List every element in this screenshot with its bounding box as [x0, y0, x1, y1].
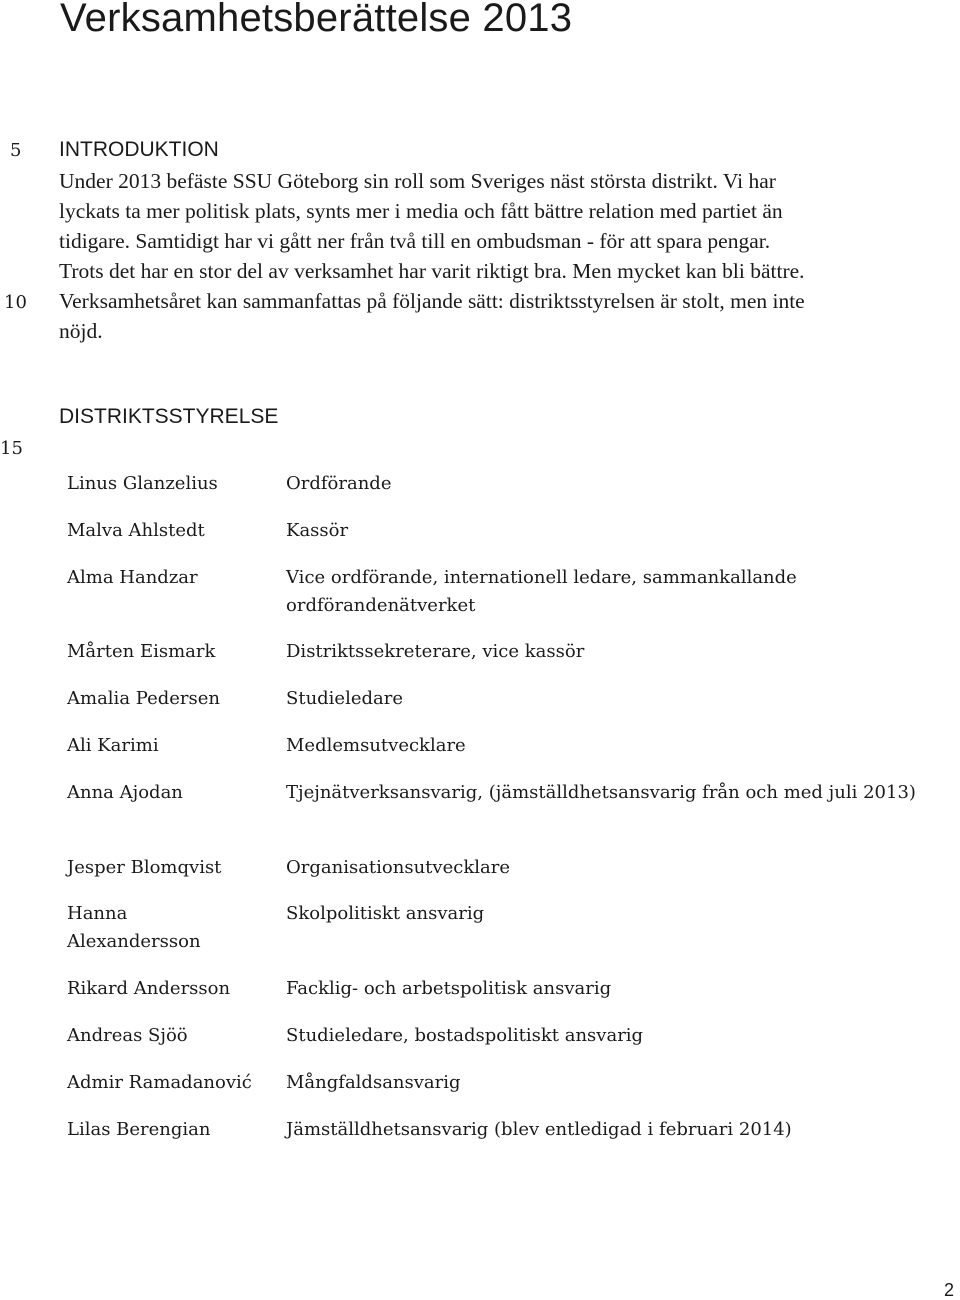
member-name: Jesper Blomqvist [67, 857, 222, 878]
member-name: Admir Ramadanović [67, 1072, 252, 1093]
intro-line: Under 2013 befäste SSU Göteborg sin roll som Sveriges näst största distrikt. Vi har [59, 169, 776, 193]
intro-paragraph [59, 166, 954, 346]
member-name-line: Hanna [67, 903, 128, 924]
member-role: Jämställdhetsansvarig (blev entledigad i februari 2014) [286, 1119, 792, 1140]
member-role: Ordförande [286, 473, 392, 494]
member-name: Rikard Andersson [67, 978, 231, 999]
member-name: Andreas Sjöö [67, 1025, 188, 1046]
intro-line: nöjd. [59, 319, 103, 343]
intro-line: Verksamhetsåret kan sammanfattas på följande sätt: distriktsstyrelsen är stolt, men inte [59, 289, 805, 313]
intro-heading: INTRODUKTION [59, 138, 219, 161]
page-title: Verksamhetsberättelse 2013 [60, 0, 573, 40]
member-role: Skolpolitiskt ansvarig [286, 903, 485, 924]
intro-line: lyckats ta mer politisk plats, synts mer i media och fått bättre relation med partiet än [59, 199, 783, 223]
member-name: Ali Karimi [67, 735, 159, 756]
member-name: Amalia Pedersen [67, 688, 220, 709]
intro-line: tidigare. Samtidigt har vi gått ner från två till en ombudsman - för att spara pengar. [59, 229, 771, 253]
page-number: 2 [943, 1280, 954, 1300]
member-role: Studieledare, bostadspolitiskt ansvarig [286, 1025, 644, 1046]
member-name: Malva Ahlstedt [67, 520, 205, 541]
member-role-line: Vice ordförande, internationell ledare, sammankallande [286, 567, 797, 588]
member-name [67, 900, 267, 956]
member-role: Kassör [286, 520, 349, 541]
line-number: 5 [10, 140, 22, 161]
member-role: Studieledare [286, 688, 404, 709]
member-name: Mårten Eismark [67, 641, 216, 662]
member-role: Medlemsutvecklare [286, 735, 466, 756]
member-role: Organisationsutvecklare [286, 857, 510, 878]
member-role [286, 564, 946, 620]
member-role: Mångfaldsansvarig [286, 1072, 461, 1093]
member-role-line: ordförandenätverket [286, 595, 476, 616]
member-name: Linus Glanzelius [67, 473, 218, 494]
member-role: Facklig- och arbetspolitisk ansvarig [286, 978, 612, 999]
member-role: Tjejnätverksansvarig, (jämställdhetsansvarig från och med juli 2013) [286, 782, 916, 803]
member-name: Anna Ajodan [67, 782, 183, 803]
line-number: 10 [4, 292, 27, 313]
board-heading: DISTRIKTSSTYRELSE [59, 405, 279, 428]
member-role: Distriktssekreterare, vice kassör [286, 641, 585, 662]
line-number: 15 [0, 438, 23, 459]
member-name-line: Alexandersson [67, 931, 201, 952]
member-name: Lilas Berengian [67, 1119, 211, 1140]
member-name: Alma Handzar [67, 567, 198, 588]
intro-line: Trots det har en stor del av verksamhet har varit riktigt bra. Men mycket kan bli bättre. [59, 259, 805, 283]
